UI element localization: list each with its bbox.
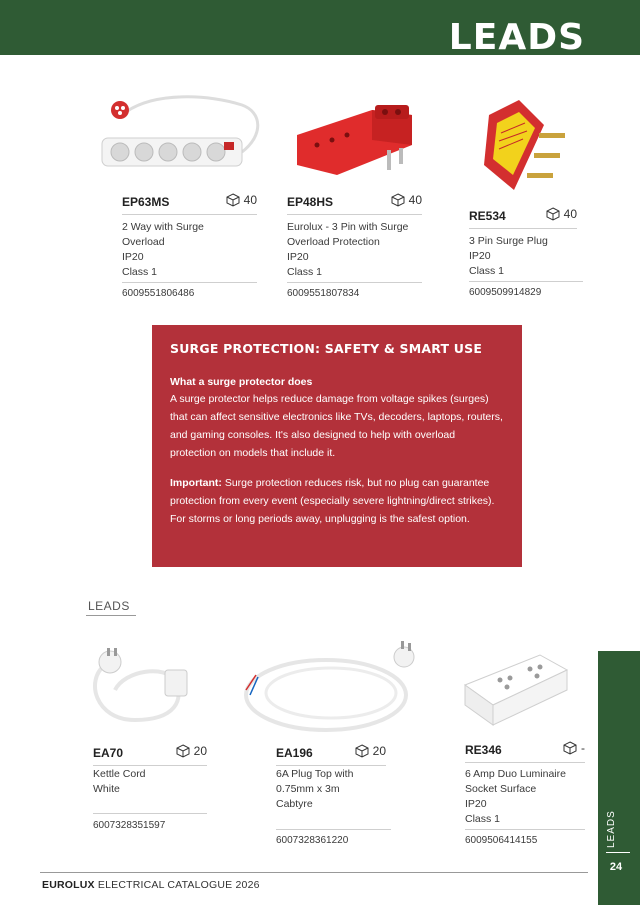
product-card [469,95,604,305]
barcode: 6009551807834 [287,288,360,299]
product-code: EA70 [93,746,124,760]
product-code: EP63MS [122,195,170,209]
qty-value: 40 [563,207,577,221]
qty-value: 40 [408,193,422,207]
surge-paragraph: A surge protector helps reduce damage from voltage spikes (surges) that can affect sensitive electronics like TVs, decoders, laptops, routers, and gaming consoles. It's also designed to help with overload protection on models that include it. [170,393,503,459]
section-label: LEADS [88,599,130,613]
product-code: EP48HS [287,195,334,209]
qty [563,741,585,755]
desc-line: Class 1 [122,266,158,278]
surge-important-paragraph [170,474,504,528]
product-header [93,744,207,766]
desc-line: IP20 [122,251,144,263]
important-text: Surge protection reduces risk, but no plug can guarantee protection from every event (especially severe lightning/direct strikes). For storms or long periods away, unplugging is the safest option. [170,477,495,525]
desc-line: Overload [122,236,165,248]
page-title: LEADS [448,17,585,58]
plug-top-cable-image [236,635,421,743]
product-description [287,220,422,280]
desc-line: 2 Way with Surge [122,221,204,233]
desc-line: 0.75mm x 3m [276,783,340,795]
qty-value: 40 [243,193,257,207]
duo-socket-image [455,645,575,735]
product-code: RE534 [469,209,506,223]
footer-text: ELECTRICAL CATALOGUE 2026 [97,879,260,891]
side-tab-label: LEADS [606,810,617,848]
desc-line: IP20 [465,798,487,810]
qty [176,744,207,758]
divider [469,281,583,282]
desc-line: 3 Pin Surge Plug [469,235,548,247]
qty-value: - [581,741,585,755]
box-icon [176,744,190,758]
barcode: 6007328351597 [93,820,166,831]
surge-subtitle: What a surge protector does [170,376,313,388]
desc-line: IP20 [469,250,491,262]
desc-line: Class 1 [287,266,323,278]
product-header [122,193,257,215]
box-icon [546,207,560,221]
box-icon [355,744,369,758]
product-code: EA196 [276,746,313,760]
product-description [469,234,604,279]
desc-line: Overload Protection [287,236,380,248]
barcode: 6009551806486 [122,288,195,299]
desc-line: Class 1 [469,265,505,277]
divider [122,282,257,283]
product-card [276,635,411,850]
desc-line: Eurolux - 3 Pin with Surge [287,221,409,233]
product-card [465,645,600,855]
important-label: Important: [170,477,222,489]
product-card [287,80,422,305]
surge-info-box [152,325,522,567]
product-card [93,640,228,840]
kettle-cord-image [85,640,210,740]
desc-line: Cabtyre [276,798,313,810]
qty [391,193,422,207]
divider [276,829,391,830]
side-tab-divider [606,852,630,853]
surge-plug-image [469,95,579,195]
box-icon [391,193,405,207]
page-number: 24 [609,861,623,873]
footer-divider [40,872,588,873]
desc-line: IP20 [287,251,309,263]
qty-value: 20 [372,744,386,758]
desc-line: White [93,783,120,795]
qty [355,744,386,758]
desc-line: 6A Plug Top with [276,768,354,780]
barcode: 6009506414155 [465,835,538,846]
qty [546,207,577,221]
product-header [287,193,422,215]
desc-line: Class 1 [465,813,501,825]
product-header [469,207,577,229]
product-description [93,767,228,797]
surge-title: SURGE PROTECTION: SAFETY & SMART USE [170,341,483,356]
barcode: 6007328361220 [276,835,349,846]
barcode: 6009509914829 [469,287,542,298]
desc-line: Kettle Cord [93,768,146,780]
desc-line: 6 Amp Duo Luminaire [465,768,566,780]
divider [465,829,585,830]
product-header [276,744,386,766]
product-header [465,741,585,763]
footer [42,879,260,891]
adaptor-image [287,90,422,185]
qty-value: 20 [193,744,207,758]
divider [287,282,422,283]
product-description [122,220,257,280]
desc-line: Socket Surface [465,783,537,795]
product-description [465,767,600,827]
qty [226,193,257,207]
product-description [276,767,411,812]
section-underline [86,615,136,616]
box-icon [563,741,577,755]
multiplug-image [92,80,272,180]
divider [93,813,207,814]
footer-brand: EUROLUX [42,879,95,891]
box-icon [226,193,240,207]
product-card [122,80,257,305]
product-code: RE346 [465,743,502,757]
